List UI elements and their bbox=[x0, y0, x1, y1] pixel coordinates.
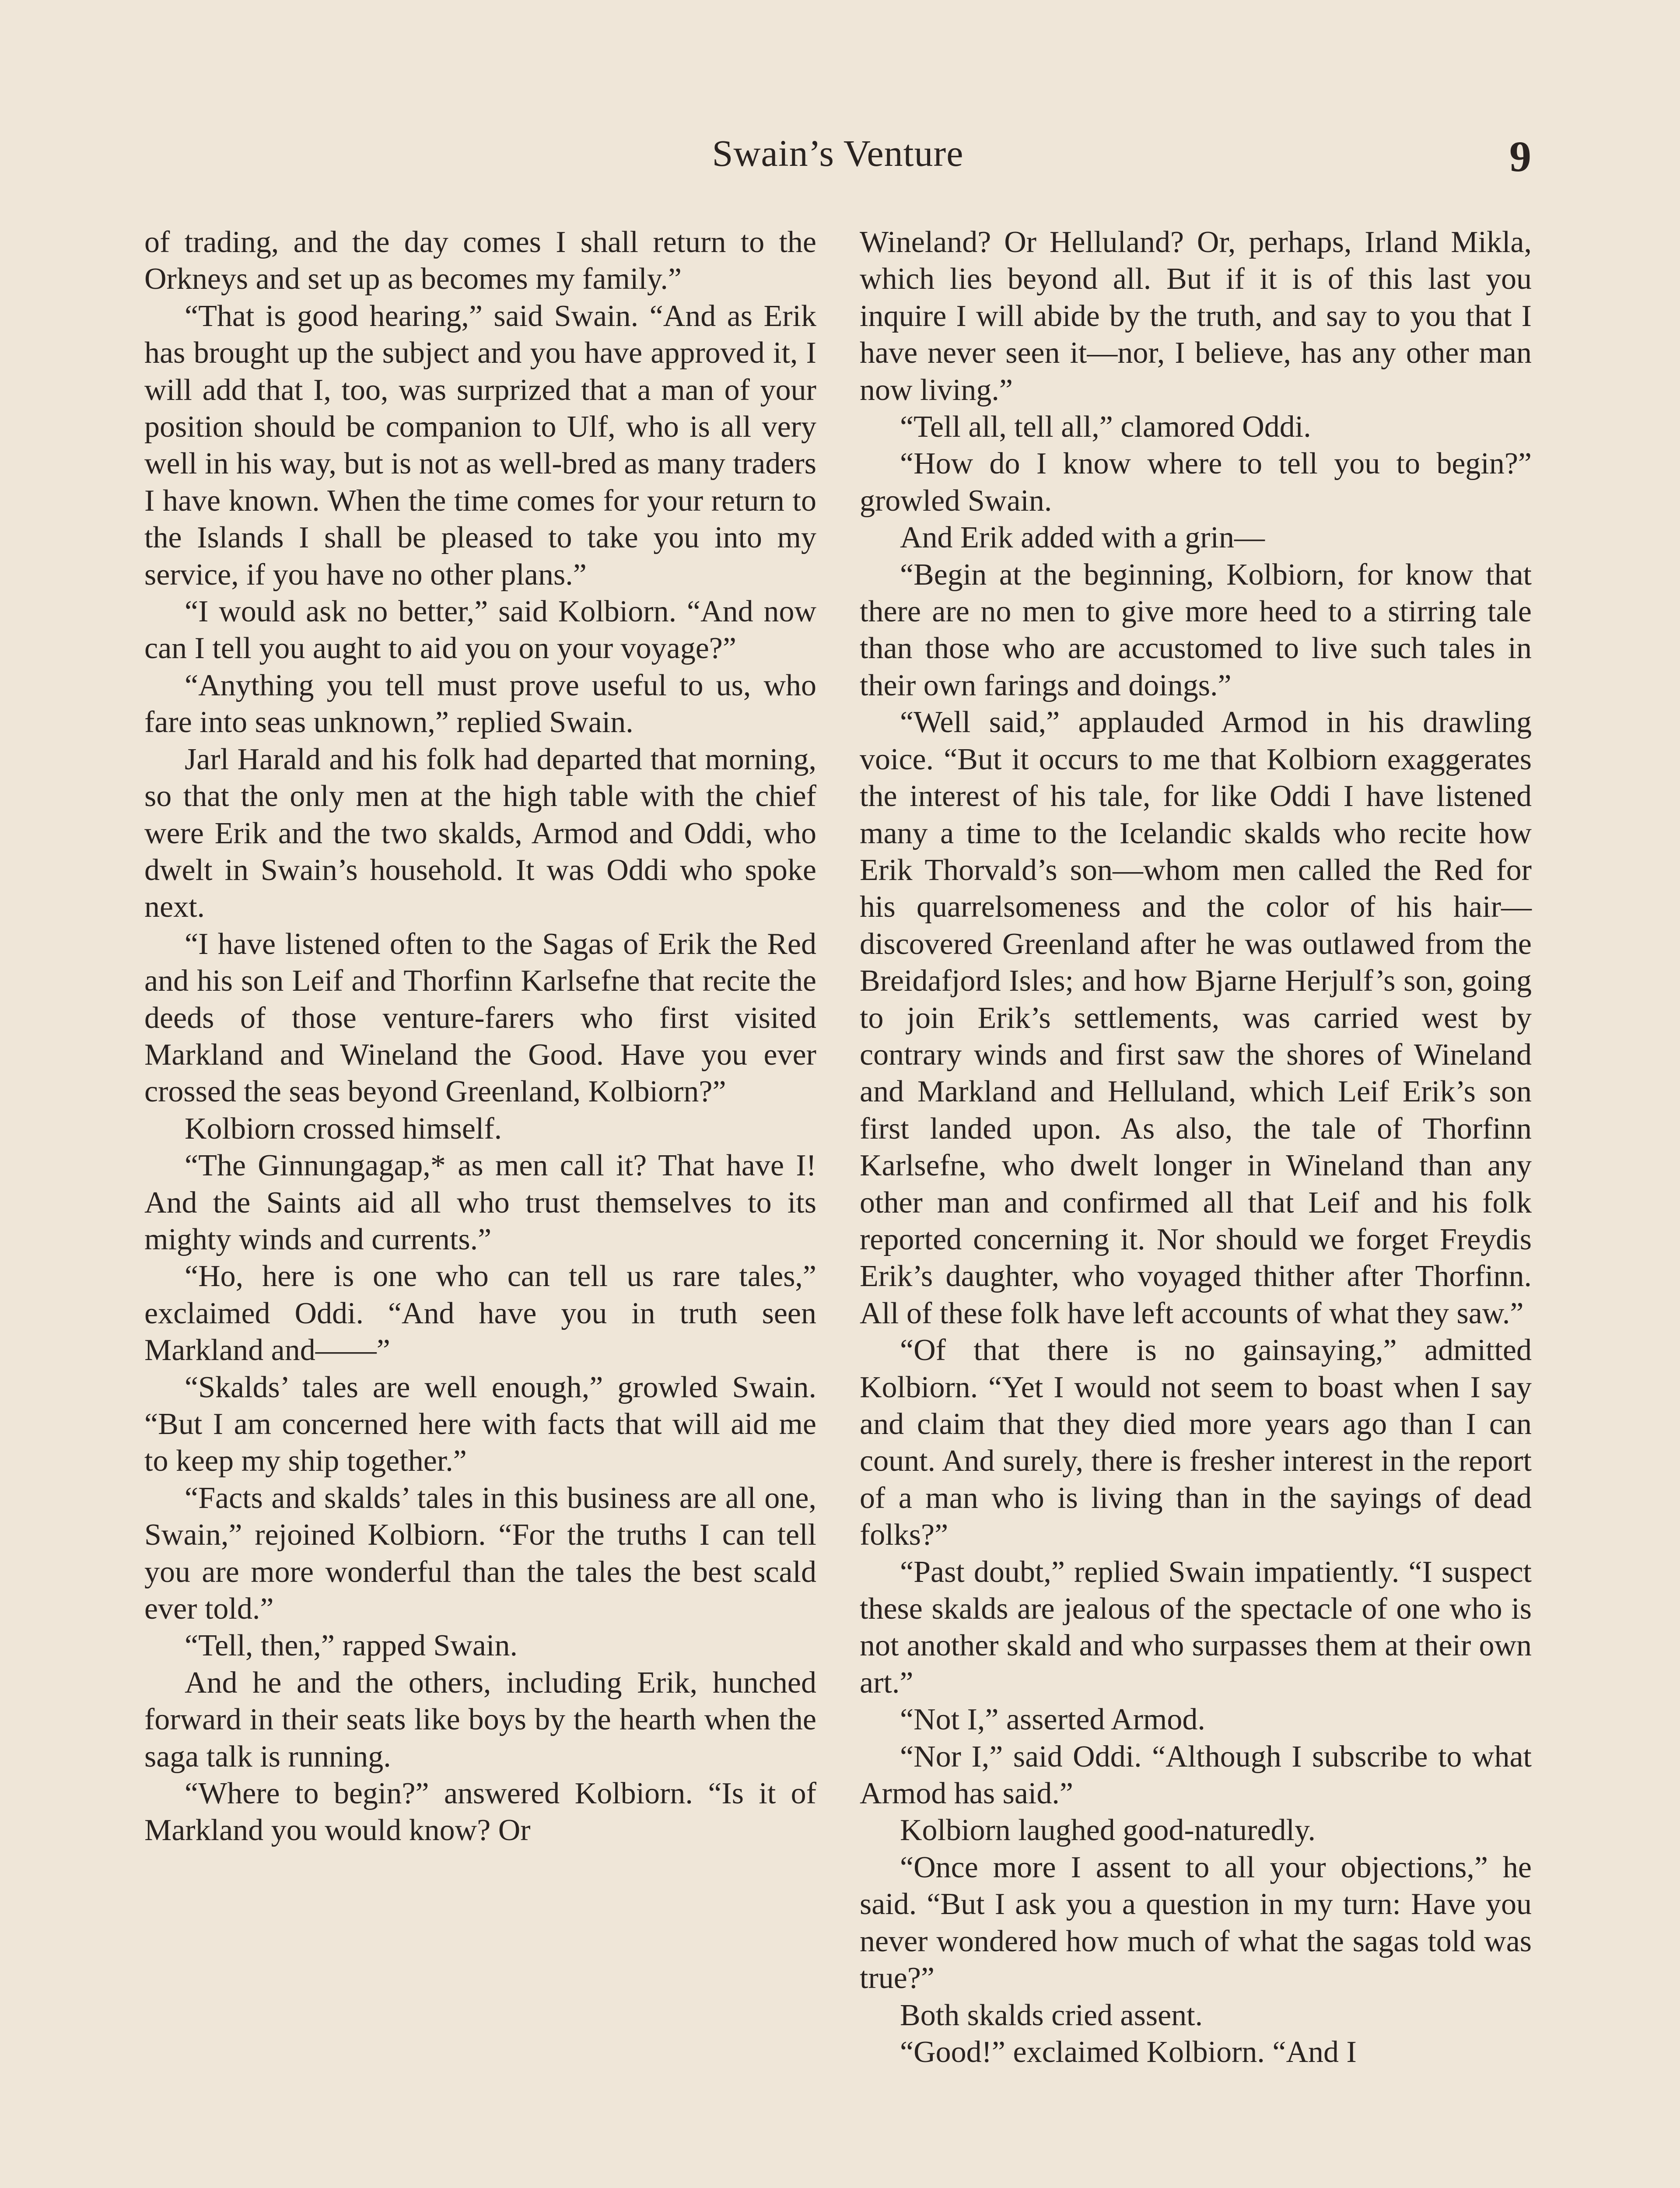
paragraph: “The Ginnungagap,* as men call it? That have I! And the Saints aid all who trust themselves to its mighty winds and currents.” bbox=[144, 1149, 816, 1256]
paragraph: “Once more I assent to all your objections,” he said. “But I ask you a question in my turn: Have you never wondered how much of what the sagas told was true?” bbox=[860, 1850, 1532, 1995]
paragraph: “Good!” exclaimed Kolbiorn. “And I bbox=[900, 2035, 1357, 2069]
paragraph: “Past doubt,” replied Swain impatiently. “I suspect these skalds are jealous of the spectacle of one who is not another skald and who surpasses them at their own art.” bbox=[860, 1555, 1532, 1700]
paragraph: Both skalds cried assent. bbox=[900, 1998, 1203, 2032]
paragraph: “How do I know where to tell you to begin?” growled Swain. bbox=[860, 447, 1532, 518]
paragraph: “Where to begin?” answered Kolbiorn. “Is it of Markland you would know? Or bbox=[144, 1777, 816, 1848]
page-number: 9 bbox=[1509, 132, 1531, 181]
paragraph: Kolbiorn laughed good-naturedly. bbox=[900, 1813, 1316, 1848]
paragraph: Wineland? Or Helluland? Or, perhaps, Irland Mikla, which lies beyond all. But if it is of this last you inquire I will abide by the truth, and say to you that I have never seen it—nor, I believe, has any other man now living.” bbox=[860, 225, 1532, 407]
paragraph: “Tell all, tell all,” clamored Oddi. bbox=[900, 410, 1311, 444]
paragraph: And Erik added with a grin— bbox=[900, 521, 1265, 555]
paragraph: “Skalds’ tales are well enough,” growled Swain. “But I am concerned here with facts that will aid me to keep my ship together.” bbox=[144, 1370, 816, 1478]
paragraph: “I have listened often to the Sagas of Erik the Red and his son Leif and Thorfinn Karlsefne that recite the deeds of those venture-farers who first visited Markland and Wineland the Good. Have you ever crossed the seas beyond Greenland, Kolbiorn?” bbox=[144, 927, 816, 1109]
paragraph: of trading, and the day comes I shall return to the Orkneys and set up as becomes my family.” bbox=[144, 225, 816, 296]
left-column bbox=[144, 224, 816, 1849]
paragraph: “Facts and skalds’ tales in this business are all one, Swain,” rejoined Kolbiorn. “For the truths I can tell you are more wonderful than the tales the best scald ever told.” bbox=[144, 1481, 816, 1626]
running-title: Swain’s Venture bbox=[712, 132, 964, 174]
paragraph: “Not I,” asserted Armod. bbox=[900, 1703, 1205, 1737]
paragraph: “Nor I,” said Oddi. “Although I subscribe to what Armod has said.” bbox=[860, 1739, 1532, 1811]
paragraph: “Ho, here is one who can tell us rare tales,” exclaimed Oddi. “And have you in truth seen Markland and——” bbox=[144, 1259, 816, 1368]
page-header bbox=[144, 131, 1531, 188]
paragraph: “Tell, then,” rapped Swain. bbox=[185, 1629, 518, 1663]
paragraph: “Of that there is no gainsaying,” admitted Kolbiorn. “Yet I would not seem to boast when I say and claim that they died more years ago than I can count. And surely, there is fresher interest in the report of a man who is living than in the sayings of dead folks?” bbox=[860, 1333, 1532, 1552]
right-column bbox=[860, 224, 1532, 2071]
paragraph: “Well said,” applauded Armod in his drawling voice. “But it occurs to me that Kolbiorn exaggerates the interest of his tale, for like Oddi I have listened many a time to the Icelandic skalds who recite how Erik Thorvald’s son—whom men called the Red for his quarrelsomeness and the color of his hair—discovered Greenland after he was outlawed from the Breidafjord Isles; and how Bjarne Herjulf’s son, going to join Erik’s settlements, was carried west by contrary winds and first saw the shores of Wineland and Markland and Helluland, which Leif Erik’s son first landed upon. As also, the tale of Thorfinn Karlsefne, who dwelt longer in Wineland than any other man and confirmed all that Leif and his folk reported concerning it. Nor should we forget Freydis Erik’s daughter, who voyaged thither after Thorfinn. All of these folk have left accounts of what they saw.” bbox=[860, 705, 1532, 1330]
paragraph: And he and the others, including Erik, hunched forward in their seats like boys by the hearth when the saga talk is running. bbox=[144, 1666, 816, 1774]
paragraph: “That is good hearing,” said Swain. “And as Erik has brought up the subject and you have approved it, I will add that I, too, was surprized that a man of your position should be companion to Ulf, who is all very well in his way, but is not as well-bred as many traders I have known. When the time comes for your return to the Islands I shall be pleased to take you into my service, if you have no other plans.” bbox=[144, 299, 816, 592]
paragraph: Jarl Harald and his folk had departed that morning, so that the only men at the high table with the chief were Erik and the two skalds, Armod and Oddi, who dwelt in Swain’s household. It was Oddi who spoke next. bbox=[144, 742, 816, 924]
paragraph: “Anything you tell must prove useful to us, who fare into seas unknown,” replied Swain. bbox=[144, 668, 816, 740]
paragraph: “Begin at the beginning, Kolbiorn, for know that there are no men to give more heed to a stirring tale than those who are accustomed to live such tales in their own farings and doings.” bbox=[860, 558, 1532, 702]
paragraph: “I would ask no better,” said Kolbiorn. “And now can I tell you aught to aid you on your voyage?” bbox=[144, 595, 816, 666]
paragraph: Kolbiorn crossed himself. bbox=[185, 1112, 502, 1146]
